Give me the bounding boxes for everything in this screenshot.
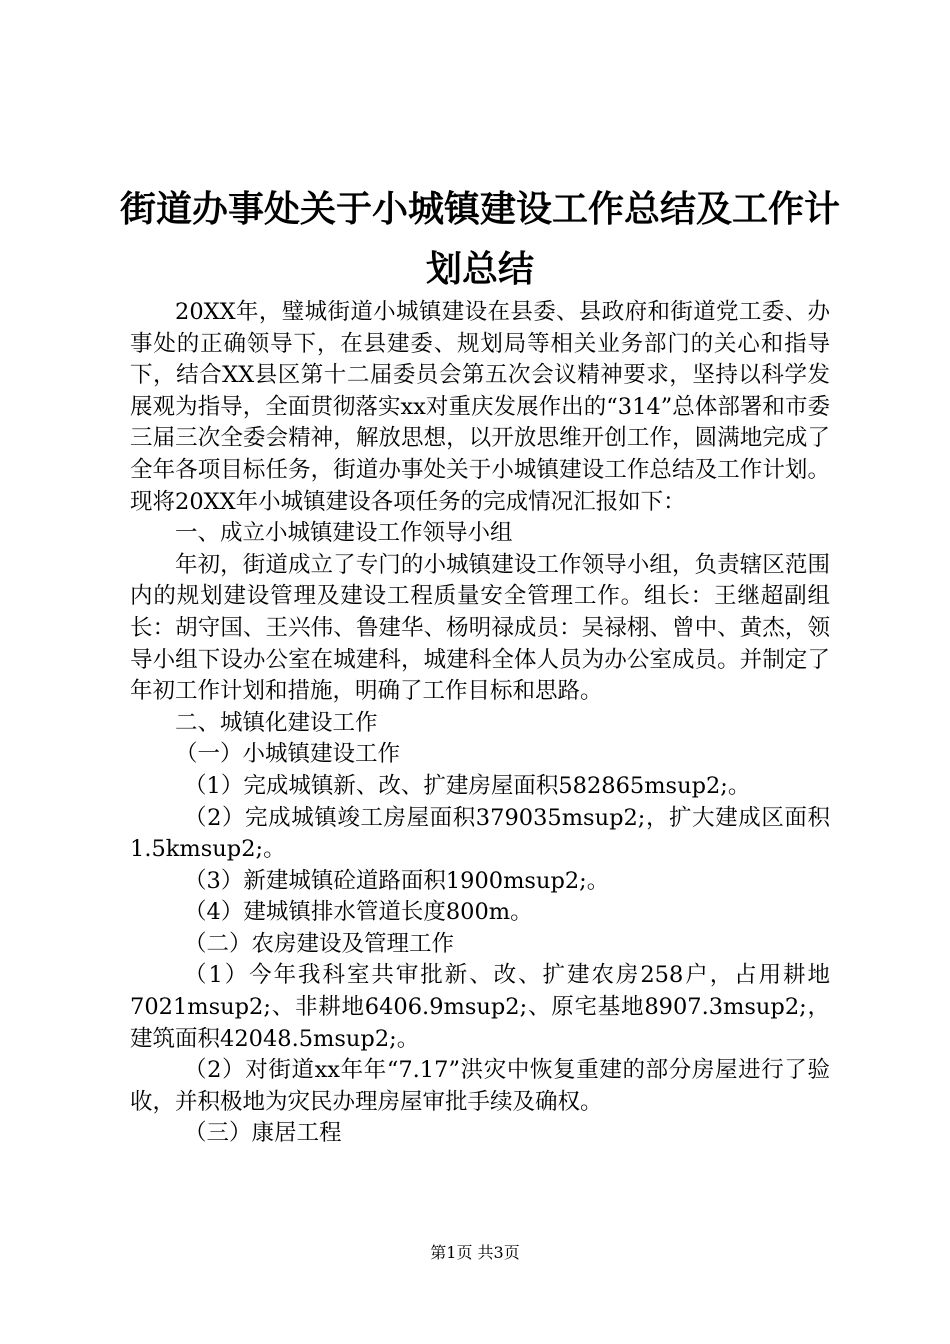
list-item: （2）完成城镇竣工房屋面积379035msup2;，扩大建成区面积1.5kmsup2;。	[130, 804, 830, 863]
paragraph-leadership: 年初，街道成立了专门的小城镇建设工作领导小组，负责辖区范围内的规划建设管理及建设工程质量安全管理工作。组长：王继超副组长：胡守国、王兴伟、鲁建华、杨明禄成员：吴禄栩、曾中、黄杰，领导小组下设办公室在城建科，城建科全体人员为办公室成员。并制定了年初工作计划和措施，明确了工作目标和思路。	[130, 551, 830, 705]
list-item: （1）今年我科室共审批新、改、扩建农房258户，占用耕地7021msup2;、非耕地6406.9msup2;、原宅基地8907.3msup2;，建筑面积42048.5msup2;。	[130, 962, 830, 1052]
page-number-footer: 第1页 共3页	[430, 1243, 520, 1262]
list-item: （1）完成城镇新、改、扩建房屋面积582865msup2;。	[184, 772, 751, 799]
section-heading-2: 二、城镇化建设工作	[175, 709, 378, 736]
subsection-heading-3: （三）康居工程	[184, 1120, 342, 1147]
list-item: （2）对街道xx年年“7.17”洪灾中恢复重建的部分房屋进行了验收，并积极地为灾民办理房屋审批手续及确权。	[130, 1057, 830, 1115]
document-title-line-1: 街道办事处关于小城镇建设工作总结及工作计	[120, 189, 841, 230]
subsection-heading-1: （一）小城镇建设工作	[175, 741, 401, 768]
document-body	[130, 297, 830, 1150]
subsection-heading-2: （二）农房建设及管理工作	[184, 930, 455, 957]
list-item: （3）新建城镇砼道路面积1900msup2;。	[184, 867, 610, 894]
section-heading-1: 一、成立小城镇建设工作领导小组	[175, 520, 513, 547]
paragraph-intro: 20XX年，璧城街道小城镇建设在县委、县政府和街道党工委、办事处的正确领导下，在县建委、规划局等相关业务部门的关心和指导下，结合XX县区第十二届委员会第五次会议精神要求，坚持以科学发展观为指导，全面贯彻落实xx对重庆发展作出的“314”总体部署和市委三届三次全委会精神，解放思想，以开放思维开创工作，圆满地完成了全年各项目标任务，街道办事处关于小城镇建设工作总结及工作计划。现将20XX年小城镇建设各项任务的完成情况汇报如下：	[130, 299, 830, 515]
document-title-line-2: 划总结	[425, 249, 534, 290]
list-item: （4）建城镇排水管道长度800m。	[184, 899, 533, 926]
